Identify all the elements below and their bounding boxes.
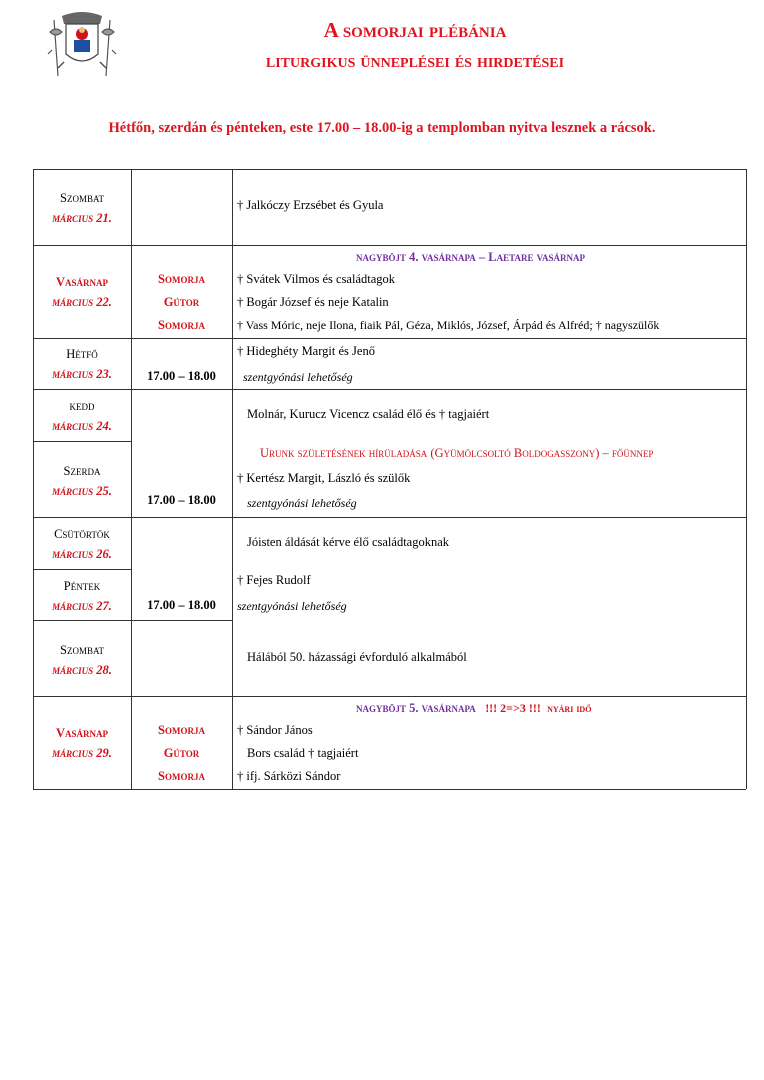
intention-thu26: Jóisten áldását kérve élő családtagoknak — [247, 535, 450, 549]
opening-notice: Hétfőn, szerdán és pénteken, este 17.00 – 18.00-ig a templomban nyitva lesznek a rácsok. — [108, 120, 656, 136]
day-cell-sat28 — [33, 640, 131, 680]
intention-tue24: Molnár, Kurucz Vicencz család élő és † tagjaiért — [247, 407, 490, 421]
sunday-heading-22 — [356, 250, 585, 265]
confession-time: 17.00 – 18.00 — [147, 369, 216, 383]
intention-sun29-2: Bors család † tagjaiért — [247, 746, 359, 760]
place-somorja: Somorja — [158, 723, 205, 737]
sunday-heading-text: nagyböjt 5. vasárnapa — [356, 701, 476, 715]
day-cell-mon23 — [33, 344, 131, 384]
day-name: kedd — [69, 399, 95, 413]
day-cell-tue24 — [33, 396, 131, 436]
intention-wed25: † Kertész Margit, László és szülők — [237, 471, 411, 485]
day-cell-fri27 — [33, 576, 131, 616]
intention-sat21: † Jalkóczy Erzsébet és Gyula — [237, 198, 384, 212]
summer-time-note: nyári idő — [547, 701, 592, 715]
day-name: Vasárnap — [55, 275, 109, 289]
confession-time: 17.00 – 18.00 — [147, 598, 216, 612]
parish-crest-logo — [44, 10, 120, 82]
day-cell-sun29 — [33, 723, 131, 763]
day-date: március 28. — [52, 663, 112, 677]
day-cell-wed25 — [33, 461, 131, 501]
place-gutor: Gútor — [163, 746, 200, 760]
confession-time: 17.00 – 18.00 — [147, 493, 216, 507]
time-change-note: !!! 2=>3 !!! — [485, 701, 541, 715]
day-date: március 21. — [52, 211, 112, 225]
day-name: Szombat — [60, 191, 104, 205]
place-gutor: Gútor — [163, 295, 200, 309]
day-date: március 27. — [52, 599, 112, 613]
day-date: március 29. — [52, 746, 112, 760]
feast-heading-25: Urunk születésének hírüladása (Gyümölcsoltó Boldogasszony) – főünnep — [260, 446, 654, 460]
day-date: március 24. — [52, 419, 112, 433]
day-date: március 25. — [52, 484, 112, 498]
page-title-line2: liturgikus ünneplései és hirdetései — [265, 50, 565, 72]
place-somorja: Somorja — [158, 769, 205, 783]
intention-sun22-2: † Bogár József és neje Katalin — [237, 295, 389, 309]
intention-sun22-3: † Vass Móric, neje Ilona, fiaik Pál, Géza, Miklós, József, Árpád és Alfréd; † nagyszülők — [237, 318, 660, 332]
sunday-heading-29 — [356, 701, 591, 716]
intention-mon23: † Hideghéty Margit és Jenő — [237, 344, 375, 358]
confession-note: szentgyónási lehetőség — [237, 599, 347, 613]
day-cell-sun22 — [33, 272, 131, 312]
place-somorja: Somorja — [158, 318, 205, 332]
day-name: Hétfő — [66, 347, 98, 361]
sunday-heading-text: nagyböjt 4. vasárnapa – Laetare vasárnap — [356, 250, 585, 264]
day-date: március 22. — [52, 295, 112, 309]
intention-sun22-1: † Svátek Vilmos és családtagok — [237, 272, 396, 286]
intention-fri27: † Fejes Rudolf — [237, 573, 311, 587]
intention-sun29-3: † ifj. Sárközi Sándor — [237, 769, 341, 783]
day-name: Vasárnap — [55, 726, 109, 740]
day-cell-thu26 — [33, 524, 131, 564]
day-cell-sat21 — [33, 188, 131, 228]
intention-sat28: Hálából 50. házassági évforduló alkalmából — [247, 650, 467, 664]
day-name: Szerda — [63, 464, 101, 478]
intention-sun29-1: † Sándor János — [237, 723, 313, 737]
day-date: március 23. — [52, 367, 112, 381]
confession-note: szentgyónási lehetőség — [247, 496, 357, 510]
day-name: Péntek — [63, 579, 101, 593]
page-title-line1: A somorjai plébánia — [323, 18, 507, 42]
day-name: Csütörtök — [54, 527, 110, 541]
day-date: március 26. — [52, 547, 112, 561]
place-somorja: Somorja — [158, 272, 205, 286]
day-name: Szombat — [60, 643, 104, 657]
confession-note: szentgyónási lehetőség — [243, 370, 353, 384]
